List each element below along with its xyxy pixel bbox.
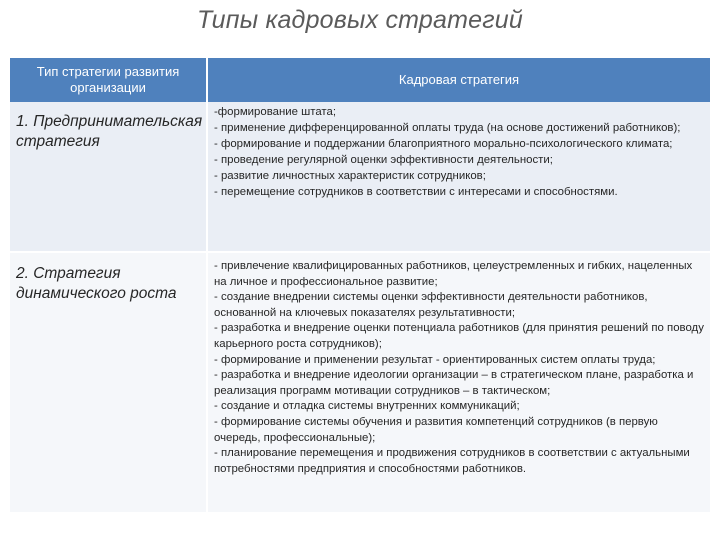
- list-item: - применение дифференцированной оплаты труда (на основе достижений работников);: [214, 121, 681, 134]
- header-hr-strategy: Кадровая стратегия: [208, 58, 710, 102]
- list-item: - создание и отладка системы внутренних коммуникаций;: [214, 400, 520, 413]
- list-item: - планирование перемещения и продвижения сотрудников в соответствии с актуальными потребностями предприятия и способностями работников.: [214, 447, 690, 475]
- list-item: - перемещение сотрудников в соответствии с интересами и способностями.: [214, 185, 618, 198]
- list-item: - разработка и внедрение идеологии организации – в стратегическом плане, разработка и реализация программ мотивации сотрудников – в тактическом;: [214, 369, 694, 397]
- list-item: - формирование и применении результат - ориентированных систем оплаты труда;: [214, 353, 656, 366]
- list-item: - развитие личностных характеристик сотрудников;: [214, 169, 486, 182]
- row-strategy-dynamic-growth: [208, 253, 710, 512]
- strategy-table: [10, 58, 710, 512]
- row-type-dynamic-growth: 2. Стратегия динамического роста: [10, 253, 208, 512]
- row-type-entrepreneurial: 1. Предпринимательская стратегия: [10, 102, 208, 253]
- list-item: - формирование системы обучения и развития компетенций сотрудников (в первую очередь, профессиональные);: [214, 415, 658, 444]
- entrepreneurial-list: [208, 102, 710, 200]
- list-item: -формирование штата;: [214, 106, 337, 118]
- list-item: - разработка и внедрение оценки потенциала работников (для принятия решений по поводу карьерного роста сотрудников);: [214, 322, 704, 350]
- row-strategy-entrepreneurial: [208, 102, 710, 253]
- list-item: - формирование и поддержании благоприятного морально-психологического климата;: [214, 137, 673, 150]
- slide-title: Типы кадровых стратегий: [197, 6, 523, 34]
- header-strategy-type: Тип стратегии развития организации: [10, 58, 208, 102]
- list-item: - привлечение квалифицированных работников, целеустремленных и гибких, нацеленных на личное и профессиональное развитие;: [214, 260, 693, 288]
- list-item: - создание внедрении системы оценки эффективности деятельности работников, основанной на ключевых показателях результативности;: [214, 291, 648, 319]
- dynamic-growth-list: [208, 253, 710, 477]
- list-item: - проведение регулярной оценки эффективности деятельности;: [214, 153, 553, 166]
